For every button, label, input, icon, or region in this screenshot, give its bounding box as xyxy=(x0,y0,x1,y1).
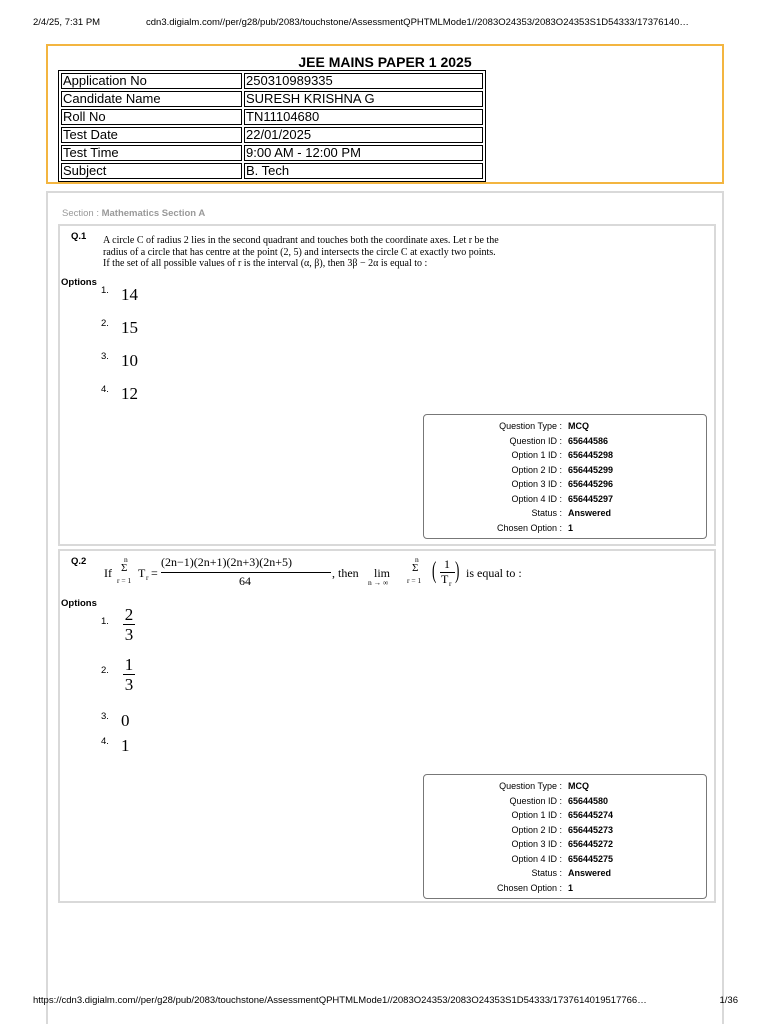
formula-tail: is equal to : xyxy=(466,566,522,580)
meta-key: Status : xyxy=(531,508,562,518)
sum-upper-limit: n xyxy=(415,555,419,564)
meta-value: MCQ xyxy=(568,421,589,431)
option-number: 3. xyxy=(101,351,109,362)
meta-key: Option 4 ID : xyxy=(511,853,562,864)
option-number: 3. xyxy=(101,711,109,722)
question-text-line: If the set of all possible values of r is the interval (α, β), then 3β − 2α is equal to : xyxy=(103,258,428,269)
print-header xyxy=(33,17,735,31)
meta-value: MCQ xyxy=(568,781,589,791)
table-row xyxy=(61,127,483,143)
info-value: TN11104680 xyxy=(244,109,483,125)
fraction-numerator: (2n−1)(2n+1)(2n+3)(2n+5) xyxy=(161,555,293,569)
options-label: Options xyxy=(61,598,97,609)
options-label: Options xyxy=(61,277,97,288)
info-label: Application No xyxy=(61,73,242,89)
page-number: 1/36 xyxy=(719,995,738,1006)
option-number: 4. xyxy=(101,384,109,395)
question-text-line: radius of a circle that has centre at the point (2, 5) and intersects the circle C at exactly two points. xyxy=(103,246,496,258)
meta-value: 1 xyxy=(568,882,574,893)
meta-value: 65644580 xyxy=(568,795,609,806)
exam-title: JEE MAINS PAPER 1 2025 xyxy=(298,54,472,70)
question-text-line: A circle C of radius 2 lies in the second quadrant and touches both the coordinate axes. Let r be the xyxy=(103,235,499,246)
sum-symbol: Σ xyxy=(412,562,419,574)
question-number: Q.2 xyxy=(71,556,87,567)
paren-right: ) xyxy=(455,558,460,584)
section-name: Mathematics Section A xyxy=(101,208,206,219)
info-label: Candidate Name xyxy=(61,91,242,107)
meta-key: Option 2 ID : xyxy=(511,464,562,475)
meta-row xyxy=(424,796,706,810)
option-number: 1. xyxy=(101,616,109,627)
option-value: 0 xyxy=(121,711,130,730)
limit-subscript: n → ∞ xyxy=(368,578,389,587)
meta-value: 1 xyxy=(568,522,574,533)
info-value: 9:00 AM - 12:00 PM xyxy=(244,145,483,161)
meta-row xyxy=(424,436,706,450)
meta-row xyxy=(424,883,706,897)
option-number: 2. xyxy=(101,665,109,676)
meta-row xyxy=(424,854,706,868)
print-header-url: cdn3.digialm.com//per/g28/pub/2083/touchstone/AssessmentQPHTMLMode1//2083O24353/2083O24353S1D54333/17376140… xyxy=(146,17,689,28)
meta-key: Question Type : xyxy=(499,781,562,791)
inner-fraction-denominator: T xyxy=(441,572,449,586)
meta-value: 656445299 xyxy=(568,464,614,475)
meta-row xyxy=(424,450,706,464)
meta-value: 656445298 xyxy=(568,450,614,460)
option-value: 1 xyxy=(121,736,130,755)
table-row xyxy=(61,163,483,179)
section-label xyxy=(62,208,205,219)
inner-fraction-subscript: r xyxy=(449,579,452,588)
option-value: 10 xyxy=(121,351,138,370)
meta-value: 656445297 xyxy=(568,493,614,504)
sum-upper-limit: n xyxy=(124,555,128,564)
option-value: 12 xyxy=(121,384,138,403)
meta-row xyxy=(424,508,706,522)
inner-fraction-numerator: 1 xyxy=(444,557,450,571)
question-panel-q2 xyxy=(58,549,716,903)
meta-value: 656445273 xyxy=(568,824,614,835)
meta-value: 656445272 xyxy=(568,839,614,849)
table-row xyxy=(61,145,483,161)
option-number: 4. xyxy=(101,736,109,747)
question-number: Q.1 xyxy=(71,231,87,242)
meta-key: Status : xyxy=(531,868,562,878)
question-meta-box xyxy=(423,414,707,539)
meta-row xyxy=(424,523,706,537)
info-label: Test Date xyxy=(61,127,242,143)
fraction-denominator: 3 xyxy=(124,675,134,694)
meta-key: Chosen Option : xyxy=(496,882,562,893)
sum-symbol: Σ xyxy=(121,562,128,574)
meta-key: Option 1 ID : xyxy=(511,810,562,820)
sum-lower-limit: r = 1 xyxy=(117,576,132,585)
meta-value: 656445274 xyxy=(568,810,614,820)
question-paper-container xyxy=(46,191,724,1024)
option-fraction xyxy=(123,606,135,643)
limit-label: lim xyxy=(374,566,391,580)
meta-row xyxy=(424,868,706,882)
fraction-numerator: 1 xyxy=(124,655,134,674)
meta-row xyxy=(424,465,706,479)
table-row xyxy=(61,109,483,125)
info-value: 250310989335 xyxy=(244,73,483,89)
fraction-numerator: 2 xyxy=(124,605,134,624)
meta-row xyxy=(424,479,706,493)
option-value: 15 xyxy=(121,318,138,337)
info-label: Test Time xyxy=(61,145,242,161)
meta-row xyxy=(424,825,706,839)
question-meta-box xyxy=(423,774,707,899)
table-row xyxy=(61,91,483,107)
info-value: B. Tech xyxy=(244,163,483,179)
meta-key: Option 4 ID : xyxy=(511,493,562,504)
info-label: Roll No xyxy=(61,109,242,125)
candidate-info-table xyxy=(58,70,486,182)
option-value: 14 xyxy=(121,285,138,304)
info-label: Subject xyxy=(61,163,242,179)
meta-key: Question ID : xyxy=(509,435,562,446)
meta-value: Answered xyxy=(568,868,612,878)
meta-key: Option 3 ID : xyxy=(511,839,562,849)
term-subscript: r xyxy=(146,573,149,582)
paren-left: ( xyxy=(432,558,437,584)
section-prefix: Section : xyxy=(62,208,102,219)
fraction-denominator: 3 xyxy=(124,625,134,644)
fraction-bar xyxy=(161,572,331,573)
equals-sign: = xyxy=(151,566,158,580)
term: T xyxy=(138,566,146,580)
info-value: 22/01/2025 xyxy=(244,127,483,143)
sum-lower-limit: r = 1 xyxy=(407,576,422,585)
option-fraction xyxy=(123,656,135,693)
formula-then: , then xyxy=(332,566,359,580)
meta-key: Question ID : xyxy=(509,795,562,806)
table-row xyxy=(61,73,483,89)
meta-key: Chosen Option : xyxy=(496,522,562,533)
meta-value: 656445296 xyxy=(568,479,614,489)
meta-row xyxy=(424,781,706,795)
option-number: 2. xyxy=(101,318,109,329)
meta-value: Answered xyxy=(568,508,612,518)
question-panel-q1 xyxy=(58,224,716,546)
meta-key: Option 2 ID : xyxy=(511,824,562,835)
question-text xyxy=(103,235,499,270)
meta-row xyxy=(424,810,706,824)
meta-key: Question Type : xyxy=(499,421,562,431)
meta-key: Option 1 ID : xyxy=(511,450,562,460)
print-datetime: 2/4/25, 7:31 PM xyxy=(33,17,101,28)
meta-key: Option 3 ID : xyxy=(511,479,562,489)
meta-row xyxy=(424,421,706,435)
meta-row xyxy=(424,839,706,853)
formula-if: If xyxy=(104,566,112,580)
print-footer-url: https://cdn3.digialm.com//per/g28/pub/2083/touchstone/AssessmentQPHTMLMode1//2083O24353/2083O24353S1D54333/1737614019517766… xyxy=(33,995,647,1006)
meta-value: 65644586 xyxy=(568,435,609,446)
fraction-denominator: 64 xyxy=(239,574,251,588)
option-number: 1. xyxy=(101,285,109,296)
meta-row xyxy=(424,494,706,508)
info-value: SURESH KRISHNA G xyxy=(244,91,483,107)
print-footer xyxy=(33,995,738,1009)
meta-value: 656445275 xyxy=(568,853,614,864)
candidate-info-box xyxy=(46,44,724,184)
